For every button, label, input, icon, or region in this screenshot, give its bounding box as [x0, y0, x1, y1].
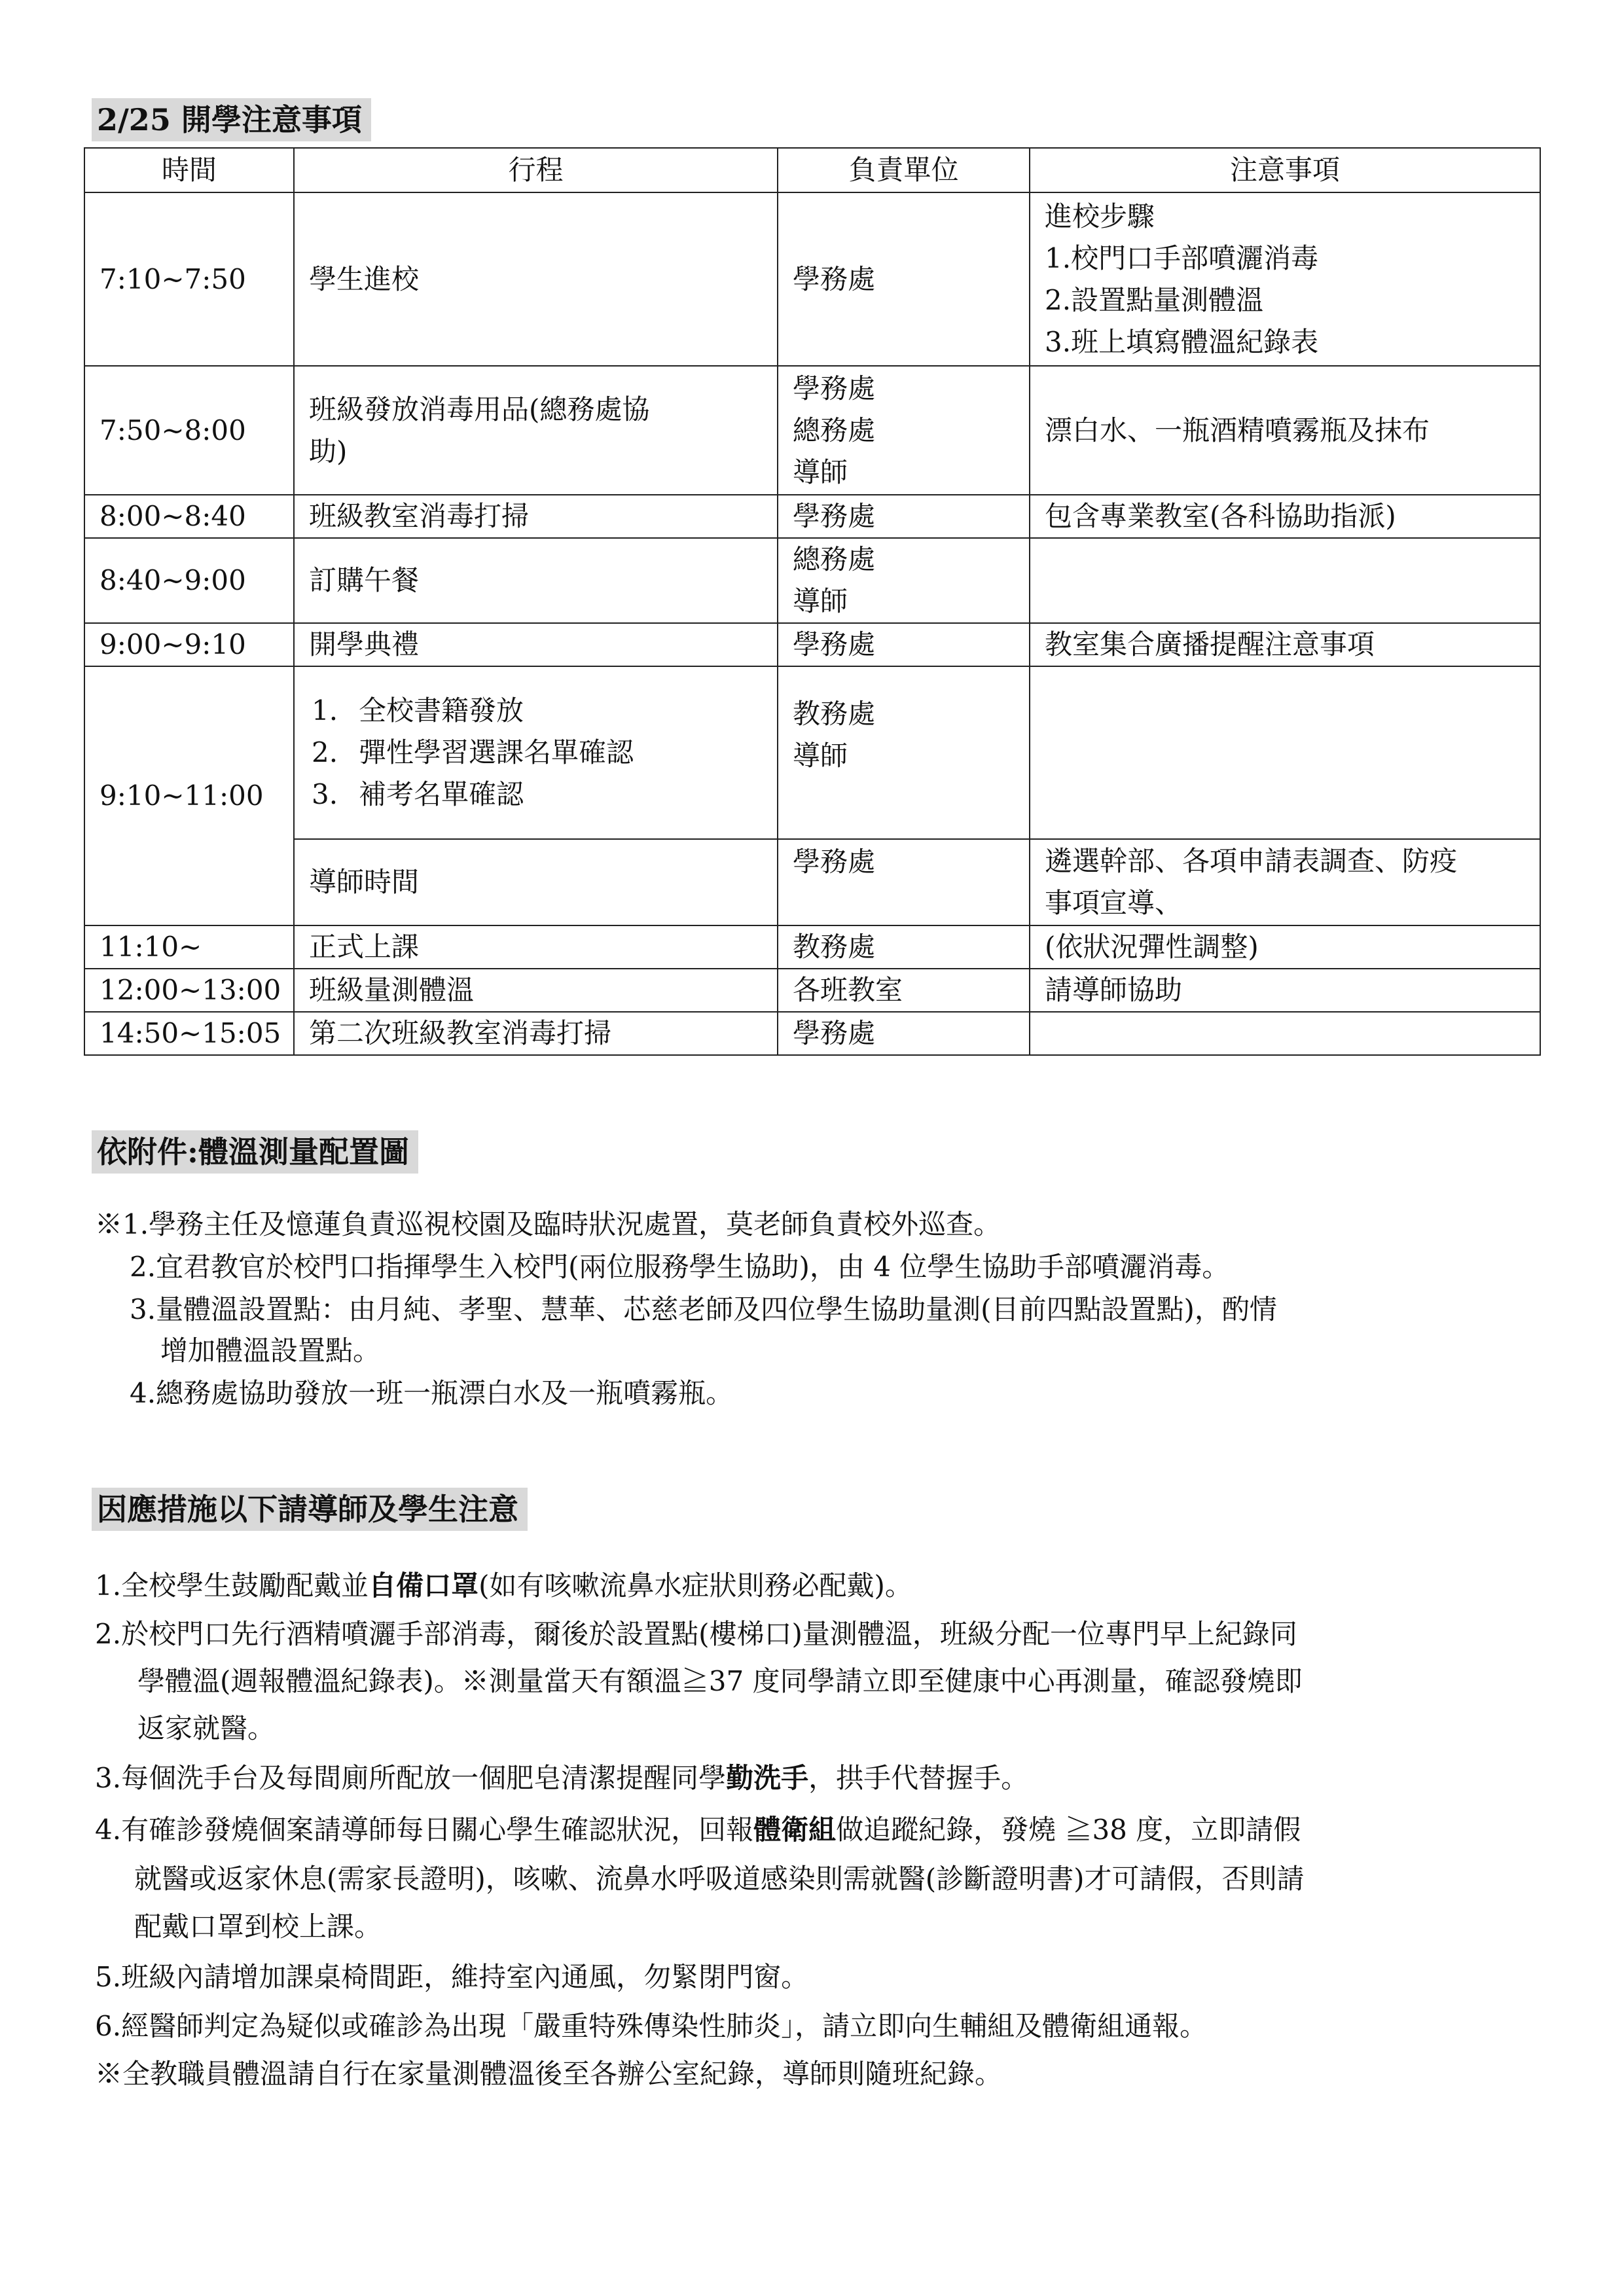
- table-row: [84, 538, 1540, 623]
- table-row: [84, 1012, 1540, 1055]
- list-item: 1. 全校書籍發放: [312, 694, 524, 726]
- paragraph-1: 1.全校學生鼓勵配戴並自備口罩(如有咳嗽流鼻水症狀則務必配戴)。: [95, 1570, 912, 1602]
- unit-cell: 學務處: [778, 839, 1030, 925]
- table-row: [84, 192, 1540, 366]
- header-unit: 負責單位: [778, 148, 1030, 192]
- table-row: [84, 969, 1540, 1012]
- schedule-cell: 正式上課: [294, 925, 778, 969]
- list-item: 2. 彈性學習選課名單確認: [312, 736, 634, 768]
- paragraph-6: 6.經醫師判定為疑似或確診為出現「嚴重特殊傳染性肺炎」，請立即向生輔組及體衛組通報。: [95, 2010, 1208, 2042]
- time-cell: 11:10~: [84, 925, 294, 969]
- time-cell: 8:00~8:40: [84, 495, 294, 538]
- unit-cell: 教務處 導師: [778, 666, 1030, 839]
- table-header-row: [84, 148, 1540, 192]
- notes-cell: [1030, 538, 1540, 623]
- paragraph-7: ※全教職員體溫請自行在家量測體溫後至各辦公室紀錄，導師則隨班紀錄。: [95, 2058, 1003, 2090]
- section-title-temperature-layout: 依附件:體溫測量配置圖: [92, 1130, 418, 1174]
- unit-cell: 學務處: [778, 495, 1030, 538]
- schedule-cell: 第二次班級教室消毒打掃: [294, 1012, 778, 1055]
- unit-cell: 學務處: [778, 1012, 1030, 1055]
- schedule-cell: 導師時間: [294, 839, 778, 925]
- list-item: 3. 補考名單確認: [312, 778, 524, 810]
- paragraph-5: 5.班級內請增加課桌椅間距，維持室內通風，勿緊閉門窗。: [95, 1961, 809, 1993]
- paragraph-line: 2.宜君教官於校門口指揮學生入校門(兩位服務學生協助)，由 4 位學生協助手部噴灑消毒。: [130, 1251, 1230, 1283]
- table-row: [84, 366, 1540, 495]
- paragraph-2-cont: 學體溫(週報體溫紀錄表)。※測量當天有額溫≧37 度同學請立即至健康中心再測量，確認發燒即: [137, 1665, 1303, 1697]
- paragraph-line: 4.總務處協助發放一班一瓶漂白水及一瓶噴霧瓶。: [130, 1377, 734, 1409]
- paragraph-4: 4.有確診發燒個案請導師每日關心學生確認狀況，回報體衛組做追蹤紀錄，發燒 ≧38 度，立即請假: [95, 1814, 1301, 1846]
- notes-cell: 包含專業教室(各科協助指派): [1030, 495, 1540, 538]
- schedule-cell: 開學典禮: [294, 623, 778, 666]
- unit-cell: 總務處 導師: [778, 538, 1030, 623]
- time-cell: 8:40~9:00: [84, 538, 294, 623]
- emphasis-text: 勤洗手: [726, 1762, 809, 1794]
- paragraph-2: 2.於校門口先行酒精噴灑手部消毒，爾後於設置點(樓梯口)量測體溫，班級分配一位專門早上紀錄同: [95, 1618, 1297, 1650]
- unit-cell: 學務處: [778, 623, 1030, 666]
- paragraph-line: ※1.學務主任及憶蓮負責巡視校園及臨時狀況處置，莫老師負責校外巡查。: [95, 1208, 1001, 1240]
- emphasis-text: 自備口罩: [369, 1570, 479, 1602]
- time-cell: 14:50~15:05: [84, 1012, 294, 1055]
- notes-cell: 進校步驟 1.校門口手部噴灑消毒 2.設置點量測體溫 3.班上填寫體溫紀錄表: [1030, 192, 1540, 366]
- unit-cell: 教務處: [778, 925, 1030, 969]
- unit-cell: 學務處 總務處 導師: [778, 366, 1030, 495]
- unit-cell: 各班教室: [778, 969, 1030, 1012]
- unit-cell: 學務處: [778, 192, 1030, 366]
- notes-cell: 教室集合廣播提醒注意事項: [1030, 623, 1540, 666]
- time-cell: 7:50~8:00: [84, 366, 294, 495]
- paragraph-line: 3.量體溫設置點：由月純、孝聖、慧華、芯慈老師及四位學生協助量測(目前四點設置點)，酌情: [130, 1293, 1277, 1325]
- time-cell: 9:10~11:00: [84, 666, 294, 925]
- table-row: [84, 495, 1540, 538]
- notes-cell: [1030, 1012, 1540, 1055]
- schedule-cell: 班級教室消毒打掃: [294, 495, 778, 538]
- header-time: 時間: [84, 148, 294, 192]
- header-schedule: 行程: [294, 148, 778, 192]
- schedule-cell: 班級量測體溫: [294, 969, 778, 1012]
- notes-cell: 遴選幹部、各項申請表調查、防疫 事項宣導、: [1030, 839, 1540, 925]
- schedule-cell: 學生進校: [294, 192, 778, 366]
- notes-cell: 漂白水、一瓶酒精噴霧瓶及抹布: [1030, 366, 1540, 495]
- notes-cell: 請導師協助: [1030, 969, 1540, 1012]
- table-row: [84, 623, 1540, 666]
- section-title-opening-notes: 2/25 開學注意事項: [92, 98, 371, 141]
- table-row: [84, 925, 1540, 969]
- schedule-table: [84, 147, 1541, 1056]
- schedule-cell: [294, 666, 778, 839]
- notes-cell: (依狀況彈性調整): [1030, 925, 1540, 969]
- section-title-precautions: 因應措施以下請導師及學生注意: [92, 1488, 528, 1531]
- notes-cell: [1030, 666, 1540, 839]
- header-notes: 注意事項: [1030, 148, 1540, 192]
- paragraph-4-cont: 配戴口罩到校上課。: [134, 1910, 382, 1943]
- paragraph-2-cont: 返家就醫。: [137, 1712, 276, 1744]
- time-cell: 12:00~13:00: [84, 969, 294, 1012]
- time-cell: 9:00~9:10: [84, 623, 294, 666]
- table-row: [84, 839, 1540, 925]
- time-cell: 7:10~7:50: [84, 192, 294, 366]
- paragraph-3: 3.每個洗手台及每間廁所配放一個肥皂清潔提醒同學勤洗手，拱手代替握手。: [95, 1762, 1029, 1794]
- schedule-cell: 班級發放消毒用品(總務處協 助): [294, 366, 778, 495]
- schedule-cell: 訂購午餐: [294, 538, 778, 623]
- emphasis-text: 體衛組: [753, 1814, 837, 1846]
- table-row: [84, 666, 1540, 839]
- paragraph-4-cont: 就醫或返家休息(需家長證明)，咳嗽、流鼻水呼吸道感染則需就醫(診斷證明書)才可請假，否則請: [134, 1863, 1305, 1895]
- paragraph-line: 增加體溫設置點。: [160, 1335, 381, 1367]
